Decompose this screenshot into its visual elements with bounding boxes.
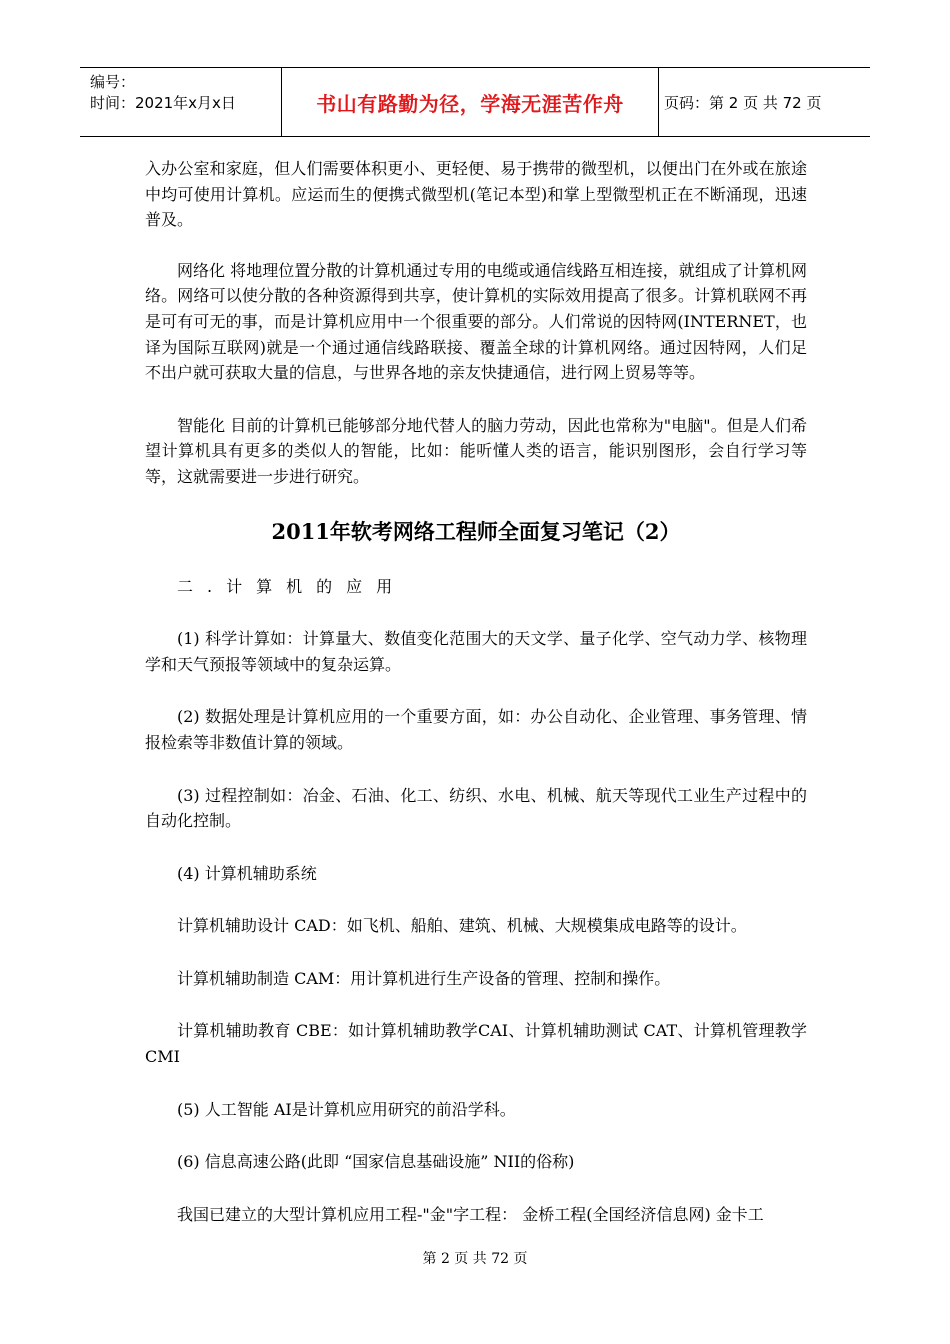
document-body [145,156,807,1254]
paragraph-golden-projects: 我国已建立的大型计算机应用工程-"金"字工程： 金桥工程(全国经济信息网) 金卡工 [177,1204,764,1224]
list-item-cbe: 计算机辅助教育 CBE：如计算机辅助教学CAI、计算机辅助测试 CAT、计算机管理教学 CMI [145,1021,807,1067]
header-motto: 书山有路勤为径，学海无涯苦作舟 [281,68,659,136]
list-item-computer-aided-systems: (4) 计算机辅助系统 [177,863,317,883]
section-title: 2011年软考网络工程师全面复习笔记（2） [271,518,681,544]
document-number-label: 编号： [90,73,136,91]
page-footer: 第 2 页 共 72 页 [422,1251,528,1267]
list-item-data-processing: (2) 数据处理是计算机应用的一个重要方面，如：办公自动化、企业管理、事务管理、情报检索等非数值计算的领域。 [145,707,807,752]
page-header [80,67,870,137]
header-meta [90,72,280,114]
paragraph-networking: 网络化 将地理位置分散的计算机通过专用的电缆或通信线路互相连接，就组成了计算机网络。网络可以使分散的各种资源得到共享，使计算机的实际效用提高了很多。计算机联网不再是可有可无的事，而是计算机应用中一个很重要的部分。人们常说的因特网(INTERNET，也译为国际互联网)就是一个通过通信线路联接、覆盖全球的计算机网络。通过因特网，人们足不出户就可获取大量的信息，与世界各地的亲友快捷通信，进行网上贸易等等。 [145,260,807,383]
paragraph-intelligence: 智能化 目前的计算机已能够部分地代替人的脑力劳动，因此也常称为"电脑"。但是人们希望计算机具有更多的类似人的智能，比如：能听懂人类的语言，能识别图形，会自行学习等等，这就需要进一步进行研究。 [145,415,807,486]
paragraph-continuation: 入办公室和家庭，但人们需要体积更小、更轻便、易于携带的微型机，以便出门在外或在旅途中均可使用计算机。应运而生的便携式微型机(笔记本型)和掌上型微型机正在不断涌现，迅速普及。 [145,159,807,230]
list-item-info-highway: (6) 信息高速公路(此即 “国家信息基础设施” NII的俗称) [177,1152,575,1172]
list-item-scientific-computing: (1) 科学计算如：计算量大、数值变化范围大的天文学、量子化学、空气动力学、核物理学和天气预报等领域中的复杂运算。 [145,629,807,674]
list-item-ai: (5) 人工智能 AI是计算机应用研究的前沿学科。 [177,1099,516,1119]
section-heading: 二.计算机的应用 [177,576,407,596]
list-item-cam: 计算机辅助制造 CAM：用计算机进行生产设备的管理、控制和操作。 [177,968,671,988]
list-item-process-control: (3) 过程控制如：冶金、石油、化工、纺织、水电、机械、航天等现代工业生产过程中的自动化控制。 [145,785,807,831]
header-page-number: 页码：第 2 页 共 72 页 [664,93,822,112]
document-time-label: 时间：2021年x月x日 [90,94,236,112]
list-item-cad: 计算机辅助设计 CAD：如飞机、船舶、建筑、机械、大规模集成电路等的设计。 [177,916,747,936]
